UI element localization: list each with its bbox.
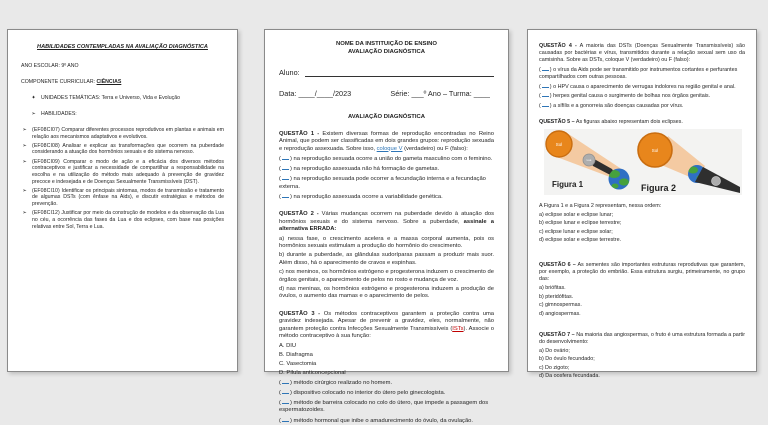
question-7-number: QUESTÃO 7 – <box>539 332 575 338</box>
question-3-methods <box>279 343 494 378</box>
close-paren: ) <box>550 84 552 90</box>
question-2-number: QUESTÃO 2 - <box>279 211 319 217</box>
vf-item <box>539 102 745 110</box>
question-3-text-end: ). Associe o método contraceptivo à sua função: <box>279 326 494 340</box>
vf-item <box>539 83 745 91</box>
answer-blank[interactable] <box>282 417 289 422</box>
close-paren: ) <box>290 390 292 396</box>
vf-item-text: na reprodução sexuada pode ocorrer a fecundação interna e a fecundação externa. <box>279 176 486 190</box>
answer-blank[interactable] <box>282 389 289 394</box>
open-paren: ( <box>279 176 281 182</box>
option-item: b) durante a puberdade, as glândulas sudoríparas passam a produzir mais suor. Além disso, há o aparecimento de cravos e espinhas. <box>279 252 494 267</box>
arrow-bullet-icon: ➢ <box>21 143 28 156</box>
option-item: a) nessa fase, o crescimento acelera e a massa corporal aumenta, pois os hormônios sexuais estimulam a produção do hormônio do crescimento. <box>279 236 494 251</box>
question-4-text: A maioria das DSTs (Doenças Sexualmente Transmissíveis) são causadas por bactérias e vírus, transmitidos durante a relação sexual sem uso da camisinha. Sobre as DSTs, coloque V (verdadeiro) ou F (falso): <box>539 43 745 63</box>
answer-blank[interactable] <box>542 92 549 97</box>
option-item: b) eclipse lunar e eclipse terrestre; <box>539 220 745 227</box>
question-4-intro <box>539 43 745 64</box>
question-2-intro <box>279 211 494 234</box>
close-paren: ) <box>550 103 552 109</box>
curriculum-value: CIÊNCIAS <box>97 79 122 85</box>
close-paren: ) <box>550 93 552 99</box>
vf-item <box>539 92 745 100</box>
question-7-intro <box>539 332 745 346</box>
grade-class-field[interactable]: Série: ___º Ano – Turma: ____ <box>390 89 490 98</box>
answer-blank[interactable] <box>282 155 289 160</box>
curriculum-line <box>21 79 224 85</box>
answer-blank[interactable] <box>282 175 289 180</box>
institution-header <box>279 40 494 57</box>
skill-item <box>21 159 224 186</box>
thematic-units-text: UNIDADES TEMÁTICAS: Terra e Universo, Vida e Evolução <box>41 95 180 101</box>
skill-text: (EF08CI08) Analisar e explicar as transformações que ocorrem na puberdade considerando a atuação dos hormônios sexuais e do sistema nervoso. <box>32 143 224 156</box>
open-paren: ( <box>279 380 281 386</box>
question-3-vf-list <box>279 379 494 425</box>
close-paren: ) <box>290 156 292 162</box>
question-4-vf-list <box>539 66 745 110</box>
date-grade-row <box>279 89 494 98</box>
close-paren: ) <box>290 400 292 406</box>
student-name-blank[interactable] <box>305 67 494 77</box>
question-6-text: As sementes são importantes estruturas reprodutivas que garantem, por exemplo, a proteção do embrião. Essa estrutura surgiu, primeiramente, no grupo das: <box>539 262 745 282</box>
open-paren: ( <box>539 84 541 90</box>
option-item: d) angiospermas. <box>539 311 745 318</box>
date-field[interactable]: Data: ____/____/2023 <box>279 89 351 98</box>
question-7-text: Na maioria das angiospermas, o fruto é uma estrutura formada a partir do desenvolvimento: <box>539 332 745 345</box>
vf-item <box>279 417 494 425</box>
close-paren: ) <box>550 67 552 73</box>
student-row <box>279 67 494 77</box>
school-year-line: ANO ESCOLAR: 9º ANO <box>21 63 224 69</box>
arrow-bullet-icon: ➢ <box>30 111 37 117</box>
question-3-text: Os métodos contraceptivos garantem a proteção contra uma gravidez indesejada. Apesar de prevenir a gravidez, eles, normalmente, não garantem proteção contra Infecções Sexualmente Transmissíveis ( <box>279 311 494 332</box>
section-title: AVALIAÇÃO DIAGNÓSTICA <box>279 114 494 120</box>
vf-item-text: método de barreira colocado no colo do útero, que impede a passagem dos espermatozoides. <box>279 400 488 414</box>
option-item: c) gimnospermas. <box>539 302 745 309</box>
close-paren: ) <box>290 418 292 424</box>
vf-item-text: na reprodução sexuada ocorre a união do gameta masculino com o feminino. <box>294 156 493 162</box>
skill-text: (EF08CI12) Justificar por meio da construção de modelos e da observação da Lua no céu, a ocorrência das fases da Lua e dos eclipses, com base nas posições relativas entre Sol, Terra e Lua. <box>32 210 224 230</box>
question-6-intro <box>539 262 745 283</box>
sun-1-label: Sol <box>556 142 563 147</box>
skill-text: (EF08CI09) Comparar o modo de ação e a eficácia dos diversos métodos contraceptivos e justificar a necessidade de compartilhar a responsabilidade na escolha e na utilização do método mais adequado à prevenção de gravidez precoce e indesejada e de Doenças Sexualmente Transmissíveis (DST). <box>32 159 224 186</box>
answer-blank[interactable] <box>542 66 549 71</box>
vf-item-text: método hormonal que inibe o amadurecimento do óvulo, da ovulação. <box>294 418 474 424</box>
arrow-bullet-icon: ➢ <box>21 210 28 230</box>
vf-item <box>279 165 494 174</box>
question-1-text-end: (verdadeiro) ou F (falso): <box>402 146 467 152</box>
skills-list <box>21 127 224 230</box>
question-7-options <box>539 348 745 381</box>
eclipse-figure <box>544 129 742 195</box>
page-test-2 <box>527 29 757 372</box>
vf-item-text: na reprodução assexuada ocorre a variabilidade genética. <box>294 194 443 200</box>
question-3 <box>279 311 494 425</box>
option-item: d) eclipse solar e eclipse terrestre. <box>539 237 745 244</box>
vf-item <box>279 379 494 388</box>
page-test-1 <box>264 29 509 372</box>
vf-item-text: na reprodução assexuada não há formação de gametas. <box>294 166 440 172</box>
answer-blank[interactable] <box>282 379 289 384</box>
question-5-text: As figuras abaixo representam dois eclipses. <box>576 119 683 125</box>
open-paren: ( <box>279 418 281 424</box>
question-1-number: QUESTÃO 1 - <box>279 131 319 137</box>
skills-heading-text: HABILIDADES: <box>41 111 77 117</box>
question-5-number: QUESTÃO 5 – <box>539 119 575 125</box>
close-paren: ) <box>290 166 292 172</box>
option-item: a) Do ovário; <box>539 348 745 355</box>
vf-item <box>279 155 494 164</box>
open-paren: ( <box>279 166 281 172</box>
answer-blank[interactable] <box>542 102 549 107</box>
option-item: c) eclipse lunar e eclipse solar; <box>539 229 745 236</box>
ists-link[interactable]: ISTs <box>452 326 463 332</box>
question-1-intro <box>279 131 494 154</box>
header-subtitle: AVALIAÇÃO DIAGNÓSTICA <box>279 48 494 56</box>
method-item: A. DIU <box>279 343 494 351</box>
question-5-intro <box>539 119 745 126</box>
method-item: C. Vasectomia <box>279 361 494 369</box>
vf-item-text: a sífilis e a gonorreia são doenças causadas por vírus. <box>553 103 683 109</box>
option-item: a) briófitas. <box>539 285 745 292</box>
option-item: b) Do óvulo fecundado; <box>539 356 745 363</box>
question-1-text: Existem diversas formas de reprodução encontradas no Reino Animal, que podem ser classificadas em dois grandes grupos: reprodução sexuada e reprodução assexuada. Sobre isso, <box>279 131 494 152</box>
question-2-text: Várias mudanças ocorrem na puberdade devido à atuação dos hormônios sexuais e do sistema nervoso. Sobre a puberdade, <box>279 211 494 225</box>
question-1 <box>279 131 494 202</box>
question-2-options <box>279 236 494 301</box>
vf-item <box>279 175 494 191</box>
answer-blank[interactable] <box>542 83 549 88</box>
open-paren: ( <box>279 194 281 200</box>
vf-item <box>279 399 494 415</box>
answer-blank[interactable] <box>282 193 289 198</box>
close-paren: ) <box>290 194 292 200</box>
skill-item <box>21 210 224 230</box>
option-item: b) pteridófitas. <box>539 294 745 301</box>
option-item: d) Da oosfera fecundada. <box>539 373 745 380</box>
arrow-bullet-icon: ➢ <box>21 127 28 140</box>
curriculum-label: COMPONENTE CURRICULAR: <box>21 79 95 85</box>
question-5-stem: A Figura 1 e a Figura 2 representam, nessa ordem: <box>539 203 745 210</box>
open-paren: ( <box>279 400 281 406</box>
student-label: Aluno: <box>279 68 300 77</box>
close-paren: ) <box>290 176 292 182</box>
option-item: c) Do zigoto; <box>539 365 745 372</box>
arrow-bullet-icon: ➢ <box>21 188 28 208</box>
question-7 <box>539 332 745 381</box>
question-6-options <box>539 285 745 318</box>
skill-item <box>21 127 224 140</box>
question-3-number: QUESTÃO 3 - <box>279 311 320 317</box>
question-5-options <box>539 212 745 245</box>
option-item: d) nas meninas, os hormônios estrógeno e progesterona induzem a produção de óvulos, o aumento das mamas e o aparecimento de pelos. <box>279 286 494 301</box>
vf-item-text: método cirúrgico realizado no homem. <box>294 380 393 386</box>
question-1-vf-list <box>279 155 494 201</box>
option-item: a) eclipse solar e eclipse lunar; <box>539 212 745 219</box>
open-paren: ( <box>279 390 281 396</box>
open-paren: ( <box>279 156 281 162</box>
skills-heading-line <box>30 111 224 117</box>
vf-item-text: herpes genital causa o surgimento de bolhas nos órgãos genitais. <box>553 93 710 99</box>
skill-item <box>21 143 224 156</box>
figura-2-label: Figura 2 <box>641 183 676 193</box>
vf-item <box>279 389 494 398</box>
question-4 <box>539 43 745 110</box>
open-paren: ( <box>539 67 541 73</box>
open-paren: ( <box>539 93 541 99</box>
method-item: D. Pílula anticoncepcional <box>279 370 494 378</box>
vf-item-text: o vírus da Aids pode ser transmitido por instrumentos cortantes e perfurantes compartilhados com outras pessoas. <box>539 67 737 80</box>
institution-name: NOME DA INSTITUIÇÃO DE ENSINO <box>279 40 494 48</box>
thematic-units-line <box>30 95 224 101</box>
vf-item-text: o HPV causa o aparecimento de verrugas indolores na região genital e anal. <box>553 84 736 90</box>
diamond-bullet-icon: ✦ <box>30 95 37 101</box>
coloque-v-link[interactable]: coloque V <box>377 146 403 152</box>
moon-2 <box>712 176 721 185</box>
question-6-number: QUESTÃO 6 – <box>539 262 576 268</box>
vf-item <box>539 66 745 81</box>
method-item: B. Diafragma <box>279 352 494 360</box>
skill-item <box>21 188 224 208</box>
figura-1-label: Figura 1 <box>552 180 584 189</box>
close-paren: ) <box>290 380 292 386</box>
answer-blank[interactable] <box>282 399 289 404</box>
moon-1-label: Lua <box>587 158 592 162</box>
skill-text: (EF08CI10) Identificar os principais sintomas, modos de transmissão e tratamento de algumas DSTs (com ênfase na Aids), e discutir estratégias e métodos de prevenção. <box>32 188 224 208</box>
skills-page-title: HABILIDADES CONTEMPLADAS NA AVALIAÇÃO DIAGNÓSTICA <box>25 44 220 50</box>
option-item: c) nos meninos, os hormônios estrógeno e progesterona induzem o crescimento de órgãos genitais, o aparecimento de pelos no rosto e mudança de voz. <box>279 269 494 284</box>
sun-2-label: Sol <box>652 148 659 153</box>
vf-item <box>279 193 494 202</box>
page-skills <box>7 29 238 372</box>
question-2-bold: assinale a alternativa ERRADA: <box>279 219 494 233</box>
question-2 <box>279 211 494 300</box>
question-5 <box>539 119 745 245</box>
arrow-bullet-icon: ➢ <box>21 159 28 186</box>
skill-text: (EF08CI07) Comparar diferentes processos reprodutivos em plantas e animais em relação aos mecanismos adaptativos e evolutivos. <box>32 127 224 140</box>
open-paren: ( <box>539 103 541 109</box>
vf-item-text: dispositivo colocado no interior do útero pelo ginecologista. <box>294 390 446 396</box>
question-4-number: QUESTÃO 4 - <box>539 43 577 49</box>
question-3-intro <box>279 311 494 341</box>
question-6 <box>539 262 745 318</box>
answer-blank[interactable] <box>282 165 289 170</box>
